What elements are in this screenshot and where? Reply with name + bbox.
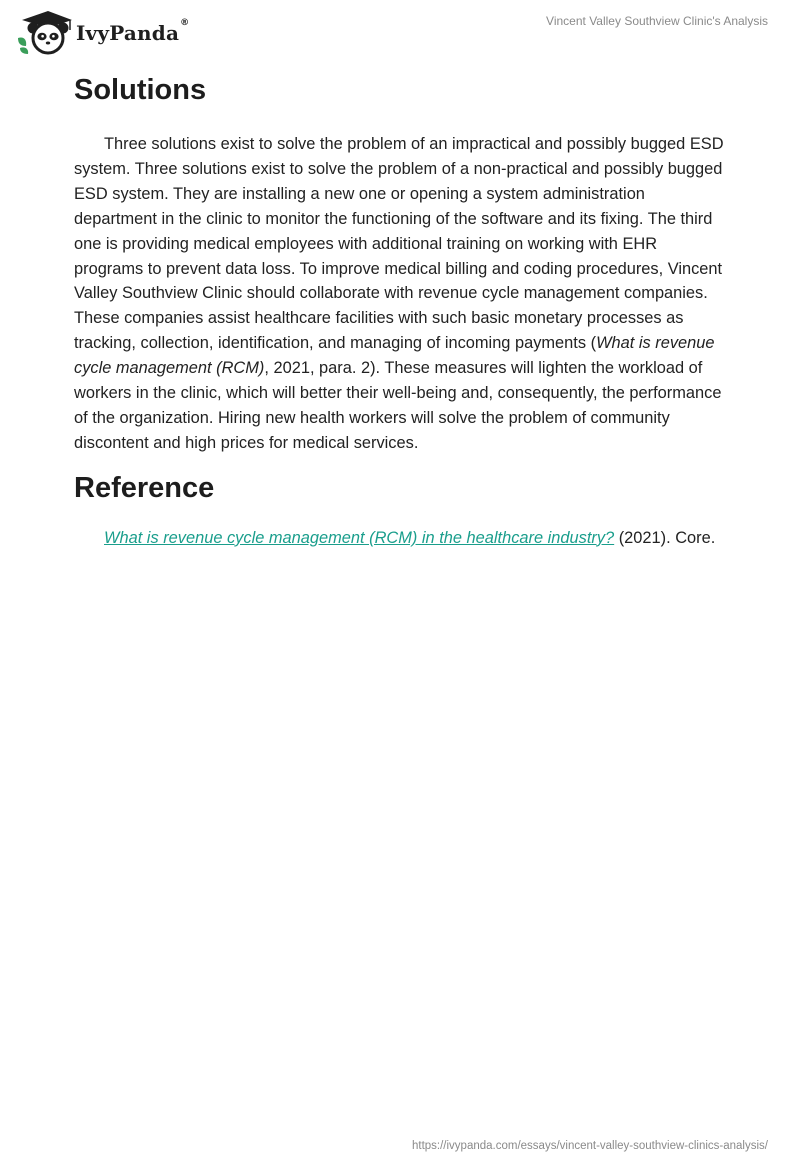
essay-content bbox=[74, 72, 726, 551]
reference-link[interactable]: What is revenue cycle management (RCM) in the healthcare industry? bbox=[104, 528, 615, 547]
solutions-text-part1: Three solutions exist to solve the problem of an impractical and possibly bugged ESD system. Three solutions exist to solve the problem of a non-practical and possibly bugged ESD system. They are installing a new one or opening a system administration department in the clinic to monitor the functioning of the software and its fixing. The third one is providing medical employees with additional training on working with EHR programs to prevent data loss. To improve medical billing and coding procedures, Vincent Valley Southview Clinic should collaborate with revenue cycle management companies. These companies assist healthcare facilities with such basic monetary processes as tracking, collection, identification, and managing of incoming payments ( bbox=[74, 135, 724, 353]
brand-name: IvyPanda bbox=[76, 21, 180, 45]
ivypanda-logo[interactable] bbox=[14, 8, 189, 56]
page-header bbox=[0, 0, 800, 64]
solutions-heading: Solutions bbox=[74, 74, 207, 106]
reference-rest: (2021). Core. bbox=[614, 528, 716, 547]
footer-url[interactable]: https://ivypanda.com/essays/vincent-valley-southview-clinics-analysis/ bbox=[411, 1140, 768, 1152]
document-title: Vincent Valley Southview Clinic's Analysis bbox=[546, 14, 768, 28]
registered-mark: ® bbox=[180, 18, 190, 28]
panda-graduate-icon bbox=[14, 8, 74, 56]
solutions-text-part2: , 2021, para. 2). These measures will lighten the workload of workers in the clinic, which will better their well-being and, consequently, the performance of the organization. Hiring new health workers will solve the problem of community discontent and high prices for medical services. bbox=[74, 359, 722, 452]
citation-title: What is revenue cycle management (RCM) bbox=[74, 334, 715, 378]
solutions-paragraph bbox=[74, 132, 726, 456]
reference-entry bbox=[74, 526, 726, 551]
reference-heading: Reference bbox=[74, 471, 215, 504]
